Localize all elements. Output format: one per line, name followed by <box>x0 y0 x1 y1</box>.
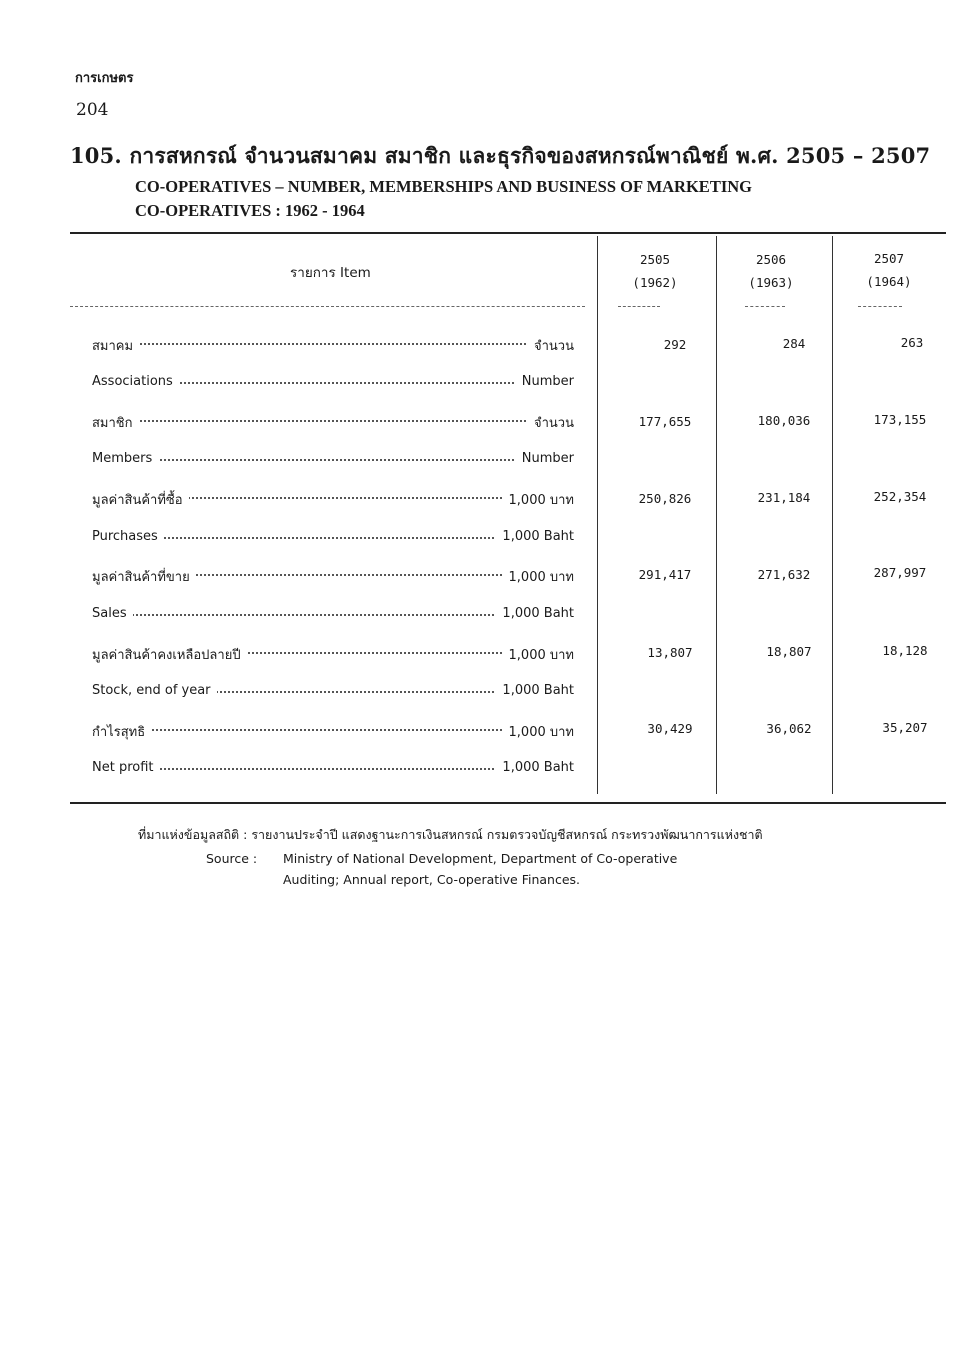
year-ce: (1963) <box>748 275 794 290</box>
row-name: Sales <box>92 606 133 621</box>
row-label-thai <box>92 721 574 743</box>
row-unit: 1,000 บาท <box>503 566 574 587</box>
row-label-thai <box>92 566 574 588</box>
row-name: Purchases <box>92 529 164 544</box>
row-name: Associations <box>92 374 179 389</box>
row-label-thai <box>92 489 574 511</box>
cell-value: 231,184 <box>757 490 811 505</box>
cell-value: 271,632 <box>757 567 811 582</box>
cell-value: 263 <box>900 335 924 350</box>
header-separator <box>858 306 902 307</box>
year-ce: (1962) <box>632 275 678 290</box>
column-divider <box>832 236 833 794</box>
row-label-thai <box>92 335 574 357</box>
row-label-thai <box>92 644 574 666</box>
year-be: 2507 <box>873 251 905 266</box>
item-column-header: รายการ Item <box>290 265 371 281</box>
dot-leader <box>92 459 574 461</box>
table-top-rule <box>70 232 946 234</box>
title-english-line-2: CO-OPERATIVES : 1962 - 1964 <box>135 201 365 220</box>
cell-value: 252,354 <box>873 489 927 504</box>
year-be: 2506 <box>755 252 787 267</box>
row-label-english <box>92 529 574 551</box>
cell-value: 250,826 <box>638 491 692 506</box>
row-unit: 1,000 บาท <box>503 721 574 742</box>
source-note-thai: ที่มาแห่งข้อมูลสถิติ : รายงานประจำปี แสดงฐานะการเงินสหกรณ์ กรมตรวจบัญชีสหกรณ์ กระทรวงพัฒนาการแห่งชาติ <box>138 827 763 842</box>
year-header-2506 <box>731 248 811 294</box>
section-heading: การเกษตร <box>75 71 134 86</box>
row-name: สมาคม <box>92 335 139 356</box>
year-header-2505 <box>615 248 695 294</box>
row-name: Members <box>92 451 158 466</box>
dot-leader <box>92 343 574 345</box>
row-unit: Number <box>516 374 574 389</box>
row-unit: Number <box>516 451 574 466</box>
cell-value: 13,807 <box>647 645 693 660</box>
year-ce: (1964) <box>866 274 912 289</box>
column-divider <box>597 236 598 794</box>
cell-value: 284 <box>782 336 806 351</box>
source-label: Source : <box>206 851 258 866</box>
page-number: 204 <box>76 100 109 120</box>
cell-value: 287,997 <box>873 565 927 580</box>
row-unit: 1,000 Baht <box>496 683 574 698</box>
row-label-thai <box>92 412 574 434</box>
row-label-english <box>92 451 574 473</box>
row-unit: 1,000 Baht <box>496 529 574 544</box>
cell-value: 35,207 <box>882 720 928 735</box>
row-unit: 1,000 บาท <box>503 644 574 665</box>
column-divider <box>716 236 717 794</box>
row-name: มูลค่าสินค้าที่ขาย <box>92 566 196 587</box>
row-label-english <box>92 374 574 396</box>
cell-value: 292 <box>663 337 687 352</box>
row-name: มูลค่าสินค้าที่ซื้อ <box>92 489 189 510</box>
row-unit: 1,000 บาท <box>503 489 574 510</box>
cell-value: 30,429 <box>647 721 693 736</box>
header-separator <box>745 306 785 307</box>
row-unit: จำนวน <box>528 335 574 356</box>
source-line-1: Ministry of National Development, Department of Co-operative <box>283 851 678 866</box>
row-name: กำไรสุทธิ <box>92 721 151 742</box>
row-label-english <box>92 606 574 628</box>
cell-value: 18,807 <box>766 644 812 659</box>
cell-value: 177,655 <box>638 414 692 429</box>
row-label-english <box>92 760 574 782</box>
row-name: สมาชิก <box>92 412 139 433</box>
cell-value: 180,036 <box>757 413 811 428</box>
year-be: 2505 <box>639 252 671 267</box>
year-header-2507 <box>849 247 929 293</box>
header-separator <box>618 306 660 307</box>
row-label-english <box>92 683 574 705</box>
source-line-2: Auditing; Annual report, Co-operative Finances. <box>283 872 581 887</box>
table-bottom-rule <box>70 802 946 804</box>
table-title-thai: 105. การสหกรณ์ จำนวนสมาคม สมาชิก และธุรกิจของสหกรณ์พาณิชย์ พ.ศ. 2505 – 2507 <box>70 143 931 168</box>
title-english-line-1: CO-OPERATIVES – NUMBER, MEMBERSHIPS AND BUSINESS OF MARKETING <box>135 177 752 196</box>
row-unit: จำนวน <box>528 412 574 433</box>
row-unit: 1,000 Baht <box>496 760 574 775</box>
header-separator <box>70 306 585 307</box>
row-name: มูลค่าสินค้าคงเหลือปลายปี <box>92 644 247 665</box>
cell-value: 291,417 <box>638 567 692 582</box>
cell-value: 173,155 <box>873 412 927 427</box>
row-unit: 1,000 Baht <box>496 606 574 621</box>
cell-value: 18,128 <box>882 643 928 658</box>
row-name: Stock, end of year <box>92 683 217 698</box>
row-name: Net profit <box>92 760 160 775</box>
dot-leader <box>92 420 574 422</box>
cell-value: 36,062 <box>766 721 812 736</box>
table-title-english <box>135 175 752 223</box>
